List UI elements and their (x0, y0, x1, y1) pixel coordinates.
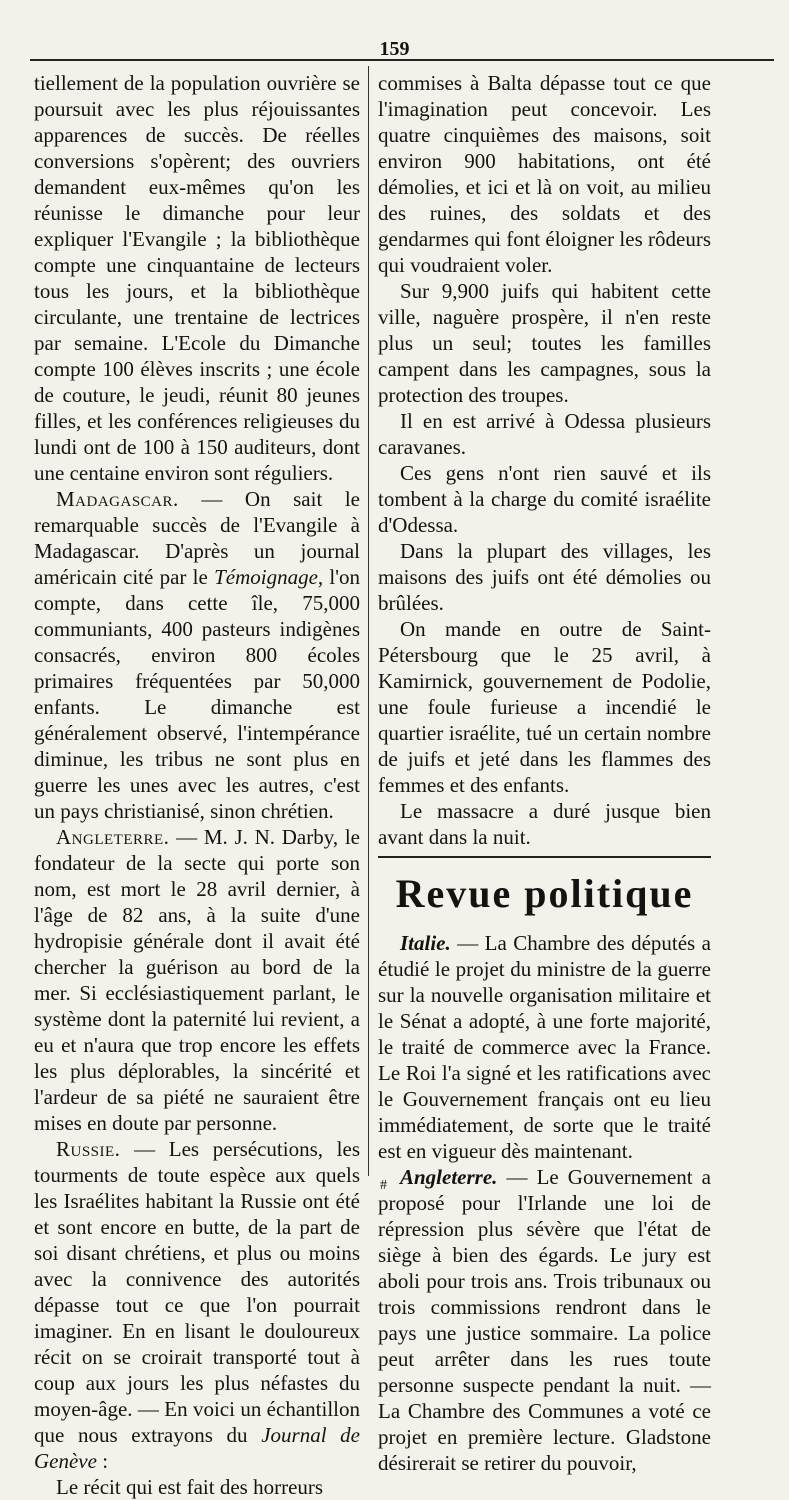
left-column (34, 70, 360, 1500)
madagascar-text-a: — On sait le remarquable succès de l'Evangile à Madagascar. D'après un journal américain cité par le (34, 487, 360, 589)
section-title-revue-politique: Revue politique (395, 871, 694, 916)
paragraph-comite: Ces gens n'ont rien sauvé et ils tombent à la charge du comité israélite d'Odessa. (378, 461, 711, 537)
paragraph-recit: Le récit qui est fait des horreurs (56, 1475, 324, 1499)
paragraph-juifs: Sur 9,900 juifs qui habitent cette ville, naguère prospère, il n'en reste plus un seul; toutes les familles campent dans les campagnes, sous la protection des troupes. (378, 279, 711, 407)
column-divider (368, 66, 369, 1176)
heading-madagascar: Madagascar. (56, 487, 179, 511)
paragraph-continuation: tiellement de la population ouvrière se poursuit avec les plus réjouissantes apparences de succès. De réelles conversions s'opèrent; des ouvriers demandent eux-mêmes qu'on les réunisse le dimanche pour leur expliquer l'Evangile ; la bibliothèque compte une cinquantaine de lecteurs tous les jours, et la bibliothèque circulante, une trentaine de lectrices par semaine. L'Ecole du Dimanche compte 100 élèves inscrits ; une école de couture, le jeudi, réunit 80 jeunes filles, et les conférences religieuses du lundi ont de 100 à 150 auditeurs, dont une centaine environ sont réguliers. (34, 71, 360, 485)
paragraph-angleterre-politique (378, 1164, 711, 1476)
section-rule (378, 856, 711, 858)
paragraph-odessa: Il en est arrivé à Odessa plusieurs caravanes. (378, 409, 711, 459)
russie-text-b: : (96, 1449, 109, 1473)
madagascar-text-b: , l'on compte, dans cette île, 75,000 communiants, 400 pasteurs indigènes consacrés, environ 800 écoles primaires fréquentées par 50,000 enfants. Le dimanche est généralement observé, l'intempérance diminue, les tribus ne sont plus en guerre les unes avec les autres, c'est un pays christianisé, sinon chrétien. (34, 565, 361, 823)
page-number: 159 (379, 38, 410, 60)
temoignage-title: Témoignage (214, 565, 318, 589)
bottom-mark: # (380, 1178, 387, 1193)
paragraph-madagascar (34, 486, 360, 824)
italie-text: — La Chambre des députés a étudié le projet du ministre de la guerre sur la nouvelle organisation militaire et le Sénat a adopté, à une forte majorité, le traité de commerce avec la France. Le Roi l'a signé et les ratifications avec le Gouvernement français ont eu lieu immédiatement, de sorte que le traité est en vigueur dès maintenant. (378, 931, 711, 1163)
header-rule (30, 59, 774, 61)
heading-angleterre-politique: Angleterre. (400, 1165, 498, 1189)
paragraph-russie (34, 1136, 360, 1474)
paragraph-angleterre (34, 824, 360, 1136)
russie-text-a: — Les persécutions, les tourments de toute espèce aux quels les Israélites habitant la Russie ont été et sont encore en butte, de la part de soi disant chrétiens, et plus ou moins avec la connivence des autorités dépasse tout ce que l'on pourrait imaginer. En en lisant le douloureux récit on se croirait transporté tout à coup aux jours les plus néfastes du moyen-âge. — En voici un échantillon que nous extrayons du (34, 1137, 360, 1447)
journal-de-geneve-title: Journal de Genève (34, 1423, 360, 1473)
heading-italie: Italie. (400, 931, 451, 955)
right-column (378, 70, 711, 1476)
paragraph-balta: commises à Balta dépasse tout ce que l'imagination peut concevoir. Les quatre cinquièmes des maisons, soit environ 900 habitations, ont été démolies, et ici et là on voit, au milieu des ruines, des soldats et des gendarmes qui font éloigner les rôdeurs qui voudraient voler. (378, 71, 711, 277)
paragraph-italie (378, 930, 711, 1164)
heading-russie: Russie. (56, 1137, 121, 1161)
paragraph-kamirnick: On mande en outre de Saint-Pétersbourg que le 25 avril, à Kamirnick, gouvernement de Podolie, une foule furieuse a incendié le quartier israélite, tué un certain nombre de juifs et jeté dans les flammes des femmes et des enfants. (378, 617, 711, 797)
paragraph-massacre: Le massacre a duré jusque bien avant dans la nuit. (378, 799, 711, 849)
angleterre-politique-text: — Le Gouvernement a proposé pour l'Irlande une loi de répression plus sévère que l'état de siège à bien des égards. Le jury est aboli pour trois ans. Trois tribunaux ou trois commissions rendront dans le pays une justice sommaire. La police peut arrêter dans les rues toute personne suspecte pendant la nuit. — La Chambre des Communes a voté ce projet en première lecture. Gladstone désirerait se retirer du pouvoir, (378, 1165, 711, 1475)
heading-angleterre: Angleterre. (56, 825, 170, 849)
paragraph-villages: Dans la plupart des villages, les maisons des juifs ont été démolies ou brûlées. (378, 539, 711, 615)
angleterre-text: — M. J. N. Darby, le fondateur de la secte qui porte son nom, est mort le 28 avril dernier, à l'âge de 82 ans, à la suite d'une hydropisie générale dont il avait été chercher la guérison au bord de la mer. Si ecclésiastiquement parlant, le système dont la paternité lui revient, a eu et n'aura que trop encore les effets les plus déplorables, la sincérité et l'ardeur de sa piété ne sauraient être mises en doute par personne. (34, 825, 360, 1135)
